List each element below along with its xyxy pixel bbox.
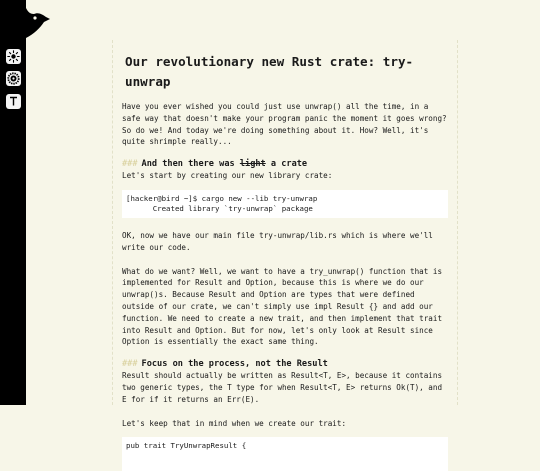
heading-text: Focus on the process, not the Result [141, 359, 328, 370]
heading-anchor-hash[interactable]: ### [122, 159, 138, 170]
intro-paragraph: Have you ever wished you could just use unwrap() all the time, in a safe way that doesn't make your program panic the moment it goes wrong? So do we! And today we're doing something about it. How? Well, it's quite shrimple really... [122, 102, 447, 147]
section-heading-crate [122, 158, 448, 170]
section-lead-paragraph: Let's start by creating our new library crate: [122, 171, 333, 181]
heading-anchor-hash[interactable]: ### [122, 359, 138, 370]
article [122, 52, 448, 471]
heading-strikethrough-text: light [239, 159, 266, 170]
paragraph-result-generics: Result should actually be written as Result<T, E>, because it contains two generic types, the T type for when Result<T, E> returns Ok(T), and E for if it returns an Err(E). [122, 371, 443, 404]
font-toggle-button[interactable] [6, 94, 21, 109]
paragraph-what-do-we-want: What do we want? Well, we want to have a try_unwrap() function that is implemented for Result and Option, because this is where we do our unwrap()s. Because Result and Option are types that were defined outside of our crate, we can't simply use impl Result {} and add our function. We need to create a new trait, and then implement that trait into Result and Option. But for now, let's only look at Result since Option is essentially the exact same thing. [122, 266, 443, 347]
page-title: Our revolutionary new Rust crate: try-unwrap [125, 54, 414, 89]
theme-toggle-button[interactable] [6, 49, 21, 64]
section-heading-process [122, 358, 448, 370]
rust-logo-button[interactable] [6, 71, 21, 86]
code-block-terminal: [hacker@bird ~]$ cargo new --lib try-unwrap Created library `try-unwrap` package [122, 190, 448, 218]
text-font-icon [6, 94, 21, 109]
heading-text: a crate [265, 159, 308, 170]
sun-icon [6, 49, 21, 64]
paragraph-lib-file: OK, now we have our main file try-unwrap/lib.rs which is where we'll write our code. [122, 230, 433, 252]
bird-logo-icon [0, 0, 60, 40]
heading-text: And then there was [141, 159, 240, 170]
code-block-trait: pub trait TryUnwrapResult { [122, 437, 448, 471]
rust-logo-icon [6, 71, 21, 86]
paragraph-keep-in-mind: Let's keep that in mind when we create our trait: [122, 418, 347, 428]
